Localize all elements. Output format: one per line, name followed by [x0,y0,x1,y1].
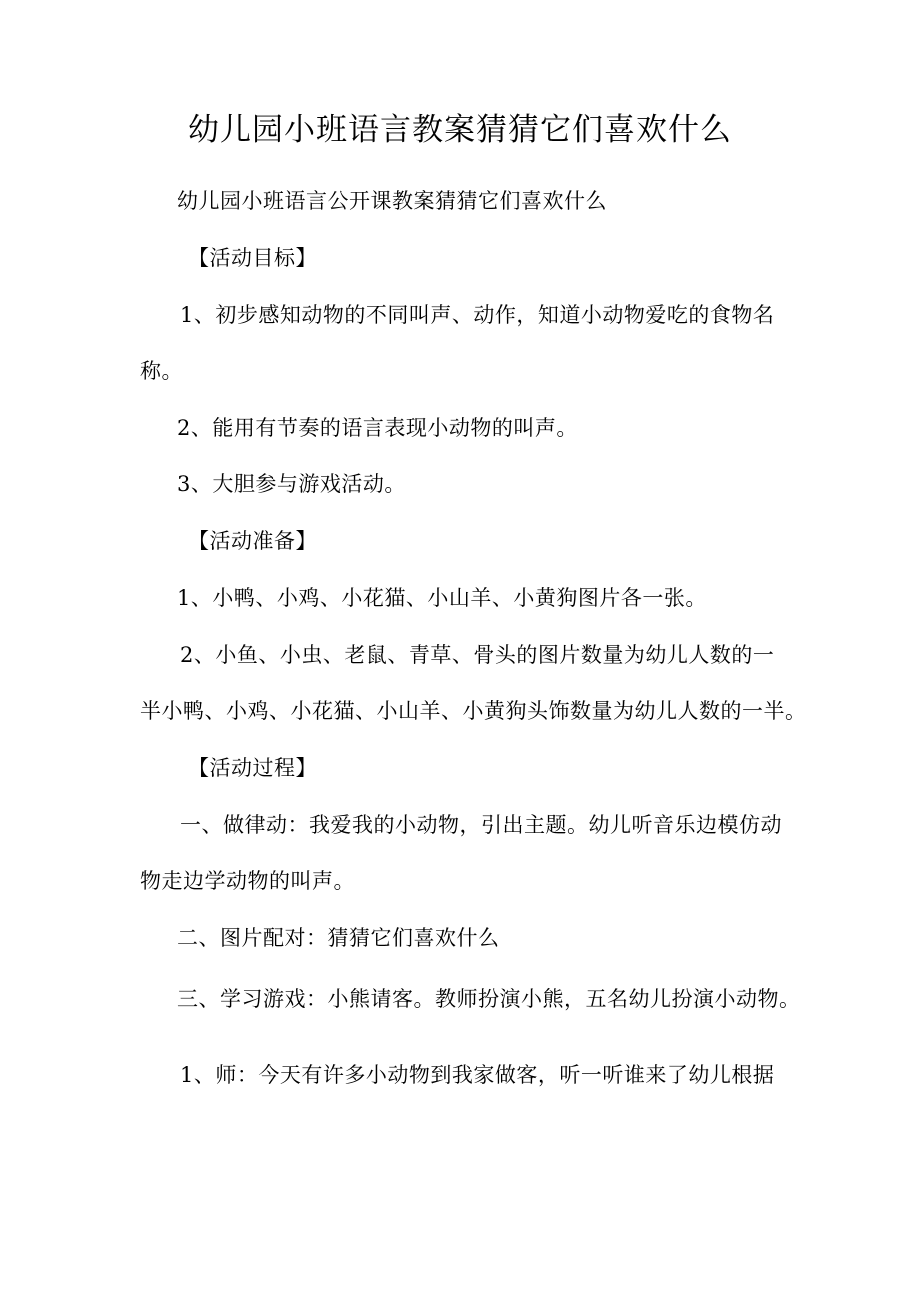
process-heading: 【活动过程】 [188,756,317,780]
process-3-1: 1、师：今天有许多小动物到我家做客，听一听谁来了幼儿根据 [180,1063,775,1087]
goal-1-line-1: 1、初步感知动物的不同叫声、动作，知道小动物爱吃的食物名 [180,303,775,327]
process-1-line-1: 一、做律动：我爱我的小动物，引出主题。幼儿听音乐边模仿动 [180,813,782,837]
prep-2-line-2: 半小鸭、小鸡、小花猫、小山羊、小黄狗头饰数量为幼儿人数的一半。 [140,699,807,723]
prep-1: 1、小鸭、小鸡、小花猫、小山羊、小黄狗图片各一张。 [177,586,707,610]
page-title: 幼儿园小班语言教案猜猜它们喜欢什么 [188,112,732,148]
process-2: 二、图片配对：猜猜它们喜欢什么 [177,926,500,950]
prep-2-line-1: 2、小鱼、小虫、老鼠、青草、骨头的图片数量为幼儿人数的一 [180,643,775,667]
goal-1-line-2: 称。 [140,359,183,383]
subtitle: 幼儿园小班语言公开课教案猜猜它们喜欢什么 [177,189,607,213]
process-1-line-2: 物走边学动物的叫声。 [140,869,355,893]
goal-2: 2、能用有节奏的语言表现小动物的叫声。 [177,416,578,440]
goal-3: 3、大胆参与游戏活动。 [177,472,406,496]
process-3: 三、学习游戏：小熊请客。教师扮演小熊，五名幼儿扮演小动物。 [177,987,801,1011]
goals-heading: 【活动目标】 [188,246,317,270]
prep-heading: 【活动准备】 [188,529,317,553]
